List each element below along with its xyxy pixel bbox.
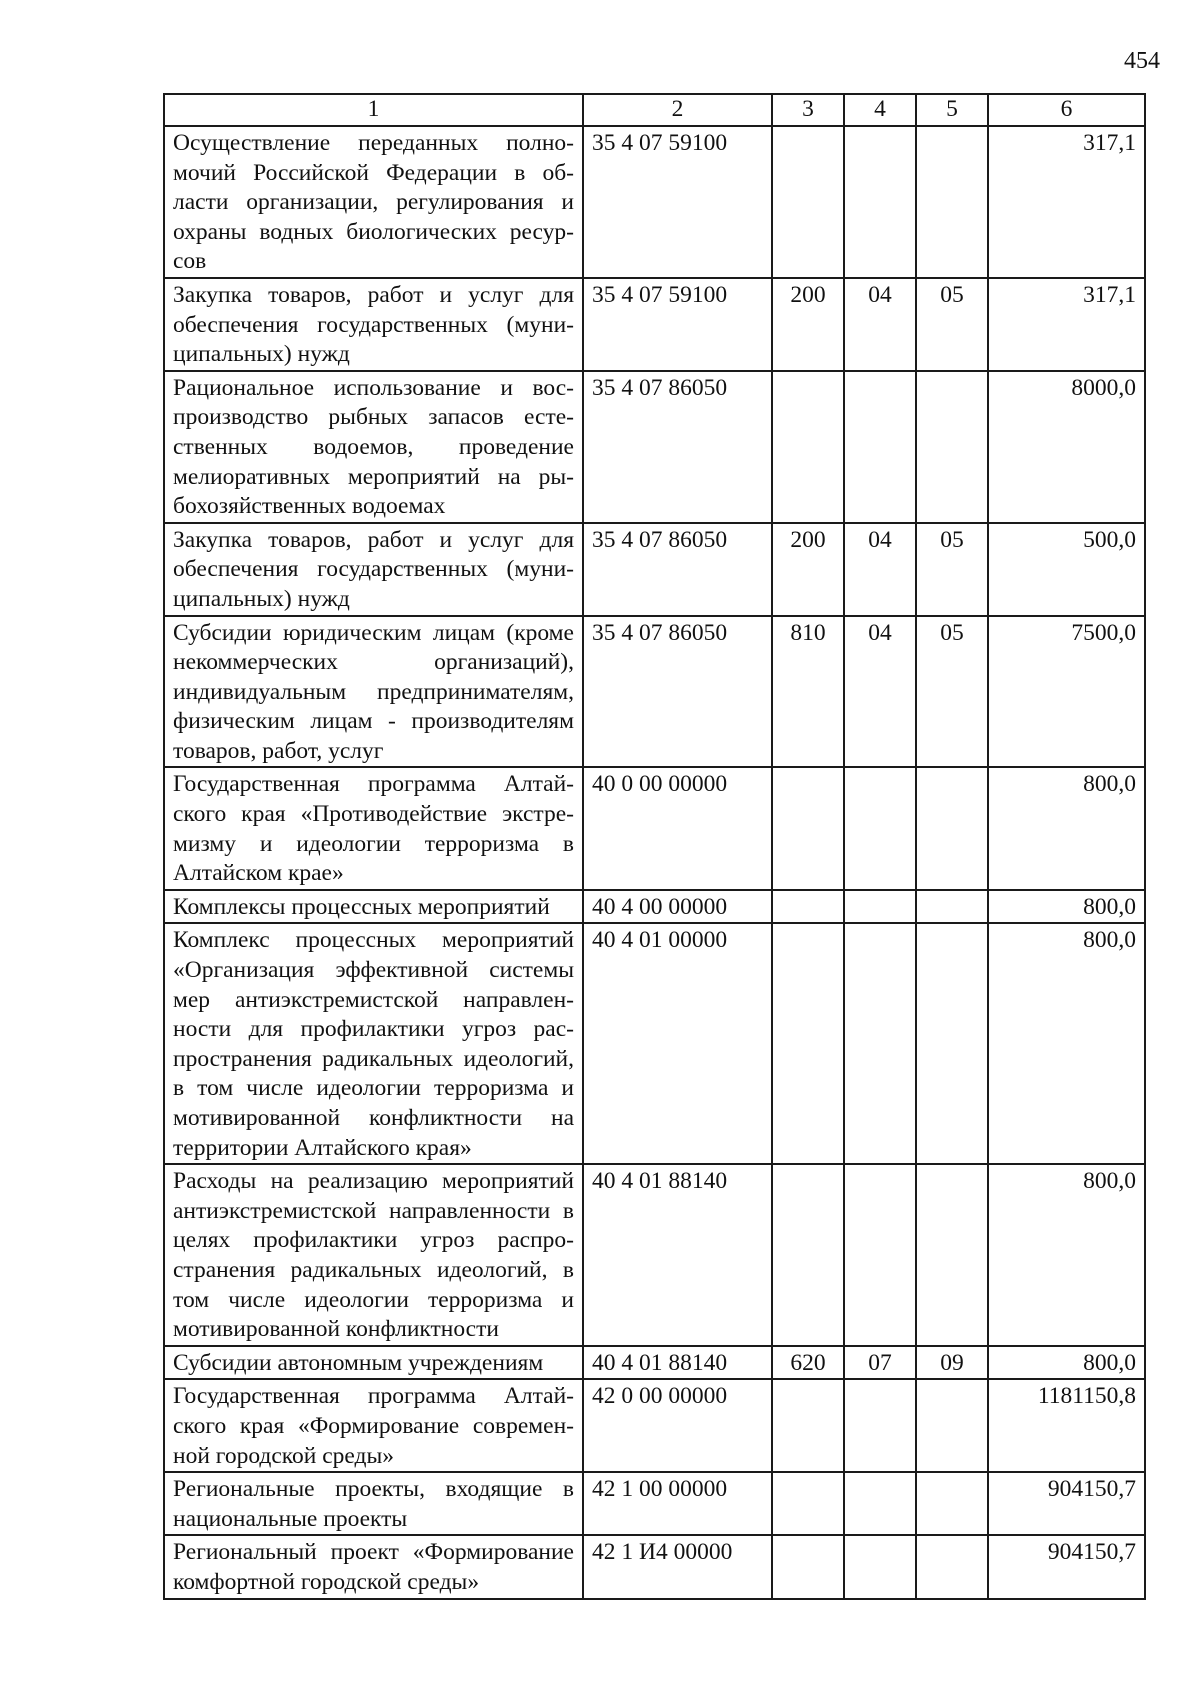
- row-column4-cell: 04: [844, 523, 916, 616]
- row-code-cell: 42 1 00 00000: [583, 1472, 772, 1535]
- row-sum-cell: 904150,7: [988, 1535, 1145, 1598]
- row-column4-cell: [844, 1379, 916, 1472]
- row-column4-cell: [844, 371, 916, 523]
- table-row: [164, 767, 1145, 889]
- column-header-5: 5: [916, 94, 988, 126]
- row-sum-cell: 800,0: [988, 767, 1145, 889]
- row-code-cell: 35 4 07 86050: [583, 371, 772, 523]
- row-column3-cell: 200: [772, 523, 844, 616]
- table-row: [164, 1164, 1145, 1346]
- row-column5-cell: [916, 1535, 988, 1598]
- row-column3-cell: 810: [772, 616, 844, 768]
- table-row: [164, 278, 1145, 371]
- row-column4-cell: [844, 890, 916, 924]
- row-sum-cell: 1181150,8: [988, 1379, 1145, 1472]
- row-name-cell: Комплексы процессных мероприятий: [164, 890, 583, 924]
- row-sum-cell: 317,1: [988, 278, 1145, 371]
- row-sum-cell: 904150,7: [988, 1472, 1145, 1535]
- row-column5-cell: 09: [916, 1346, 988, 1380]
- row-code-cell: 42 0 00 00000: [583, 1379, 772, 1472]
- column-header-4: 4: [844, 94, 916, 126]
- row-column4-cell: [844, 923, 916, 1164]
- row-name-cell: Региональные проекты, входящие в национальные проекты: [164, 1472, 583, 1535]
- row-sum-cell: 500,0: [988, 523, 1145, 616]
- row-column3-cell: 620: [772, 1346, 844, 1380]
- table-row: [164, 1535, 1145, 1598]
- row-column3-cell: [772, 1379, 844, 1472]
- row-column4-cell: [844, 1472, 916, 1535]
- row-column5-cell: [916, 923, 988, 1164]
- row-column3-cell: [772, 890, 844, 924]
- row-code-cell: 40 4 01 00000: [583, 923, 772, 1164]
- column-header-3: 3: [772, 94, 844, 126]
- column-header-2: 2: [583, 94, 772, 126]
- page-number: 454: [1124, 48, 1160, 74]
- row-column5-cell: [916, 1379, 988, 1472]
- row-name-cell: Расходы на реализацию мероприятий антиэкстремистской направленности в целях профилактики угроз распространения радикальных идеологий, в том числе идеологии терроризма и мотивированной конфликтности: [164, 1164, 583, 1346]
- table-header-row: [164, 94, 1145, 126]
- row-name-cell: Закупка товаров, работ и услуг для обеспечения государственных (муниципальных) нужд: [164, 278, 583, 371]
- row-column3-cell: [772, 923, 844, 1164]
- row-column4-cell: 07: [844, 1346, 916, 1380]
- row-name-cell: Региональный проект «Формирование комфортной городской среды»: [164, 1535, 583, 1598]
- column-header-6: 6: [988, 94, 1145, 126]
- table-row: [164, 923, 1145, 1164]
- row-column5-cell: 05: [916, 278, 988, 371]
- row-code-cell: 35 4 07 59100: [583, 278, 772, 371]
- row-column3-cell: [772, 767, 844, 889]
- row-sum-cell: 7500,0: [988, 616, 1145, 768]
- row-column3-cell: [772, 1472, 844, 1535]
- row-name-cell: Государственная программа Алтайского края «Противодействие экстремизму и идеологии терроризма в Алтайском крае»: [164, 767, 583, 889]
- table-row: [164, 126, 1145, 278]
- row-column3-cell: [772, 1164, 844, 1346]
- row-column5-cell: 05: [916, 616, 988, 768]
- table-row: [164, 1379, 1145, 1472]
- row-column4-cell: 04: [844, 278, 916, 371]
- row-sum-cell: 800,0: [988, 1346, 1145, 1380]
- row-code-cell: 40 0 00 00000: [583, 767, 772, 889]
- row-column5-cell: [916, 1472, 988, 1535]
- row-column5-cell: [916, 767, 988, 889]
- row-code-cell: 35 4 07 86050: [583, 523, 772, 616]
- row-column4-cell: [844, 767, 916, 889]
- row-name-cell: Осуществление переданных полномочий Российской Федерации в области организации, регулирования и охраны водных биологических ресурсов: [164, 126, 583, 278]
- row-name-cell: Рациональное использование и воспроизводство рыбных запасов естественных водоемов, проведение мелиоративных мероприятий на рыбохозяйственных водоемах: [164, 371, 583, 523]
- row-name-cell: Субсидии юридическим лицам (кроме некоммерческих организаций), индивидуальным предпринимателям, физическим лицам - производителям товаров, работ, услуг: [164, 616, 583, 768]
- row-column5-cell: 05: [916, 523, 988, 616]
- row-column5-cell: [916, 890, 988, 924]
- row-sum-cell: 317,1: [988, 126, 1145, 278]
- row-column3-cell: [772, 1535, 844, 1598]
- column-header-1: 1: [164, 94, 583, 126]
- row-code-cell: 40 4 01 88140: [583, 1346, 772, 1380]
- table-row: [164, 890, 1145, 924]
- row-code-cell: 42 1 И4 00000: [583, 1535, 772, 1598]
- row-column4-cell: [844, 126, 916, 278]
- row-name-cell: Государственная программа Алтайского края «Формирование современной городской среды»: [164, 1379, 583, 1472]
- row-sum-cell: 800,0: [988, 923, 1145, 1164]
- table-row: [164, 616, 1145, 768]
- row-column4-cell: 04: [844, 616, 916, 768]
- row-name-cell: Комплекс процессных мероприятий «Организация эффективной системы мер антиэкстремистской направленности для профилактики угроз распространения радикальных идеологий, в том числе идеологии терроризма и мотивированной конфликтности на территории Алтайского края»: [164, 923, 583, 1164]
- table-row: [164, 1346, 1145, 1380]
- row-column5-cell: [916, 1164, 988, 1346]
- row-code-cell: 40 4 00 00000: [583, 890, 772, 924]
- row-code-cell: 40 4 01 88140: [583, 1164, 772, 1346]
- row-code-cell: 35 4 07 86050: [583, 616, 772, 768]
- row-sum-cell: 800,0: [988, 1164, 1145, 1346]
- row-column5-cell: [916, 126, 988, 278]
- row-code-cell: 35 4 07 59100: [583, 126, 772, 278]
- row-column3-cell: [772, 371, 844, 523]
- table-row: [164, 523, 1145, 616]
- row-column4-cell: [844, 1535, 916, 1598]
- row-column3-cell: 200: [772, 278, 844, 371]
- table-body: [164, 126, 1145, 1599]
- row-column5-cell: [916, 371, 988, 523]
- budget-table: [163, 93, 1146, 1600]
- row-sum-cell: 800,0: [988, 890, 1145, 924]
- row-name-cell: Закупка товаров, работ и услуг для обеспечения государственных (муниципальных) нужд: [164, 523, 583, 616]
- row-name-cell: Субсидии автономным учреждениям: [164, 1346, 583, 1380]
- table-row: [164, 371, 1145, 523]
- row-column4-cell: [844, 1164, 916, 1346]
- row-sum-cell: 8000,0: [988, 371, 1145, 523]
- table-row: [164, 1472, 1145, 1535]
- row-column3-cell: [772, 126, 844, 278]
